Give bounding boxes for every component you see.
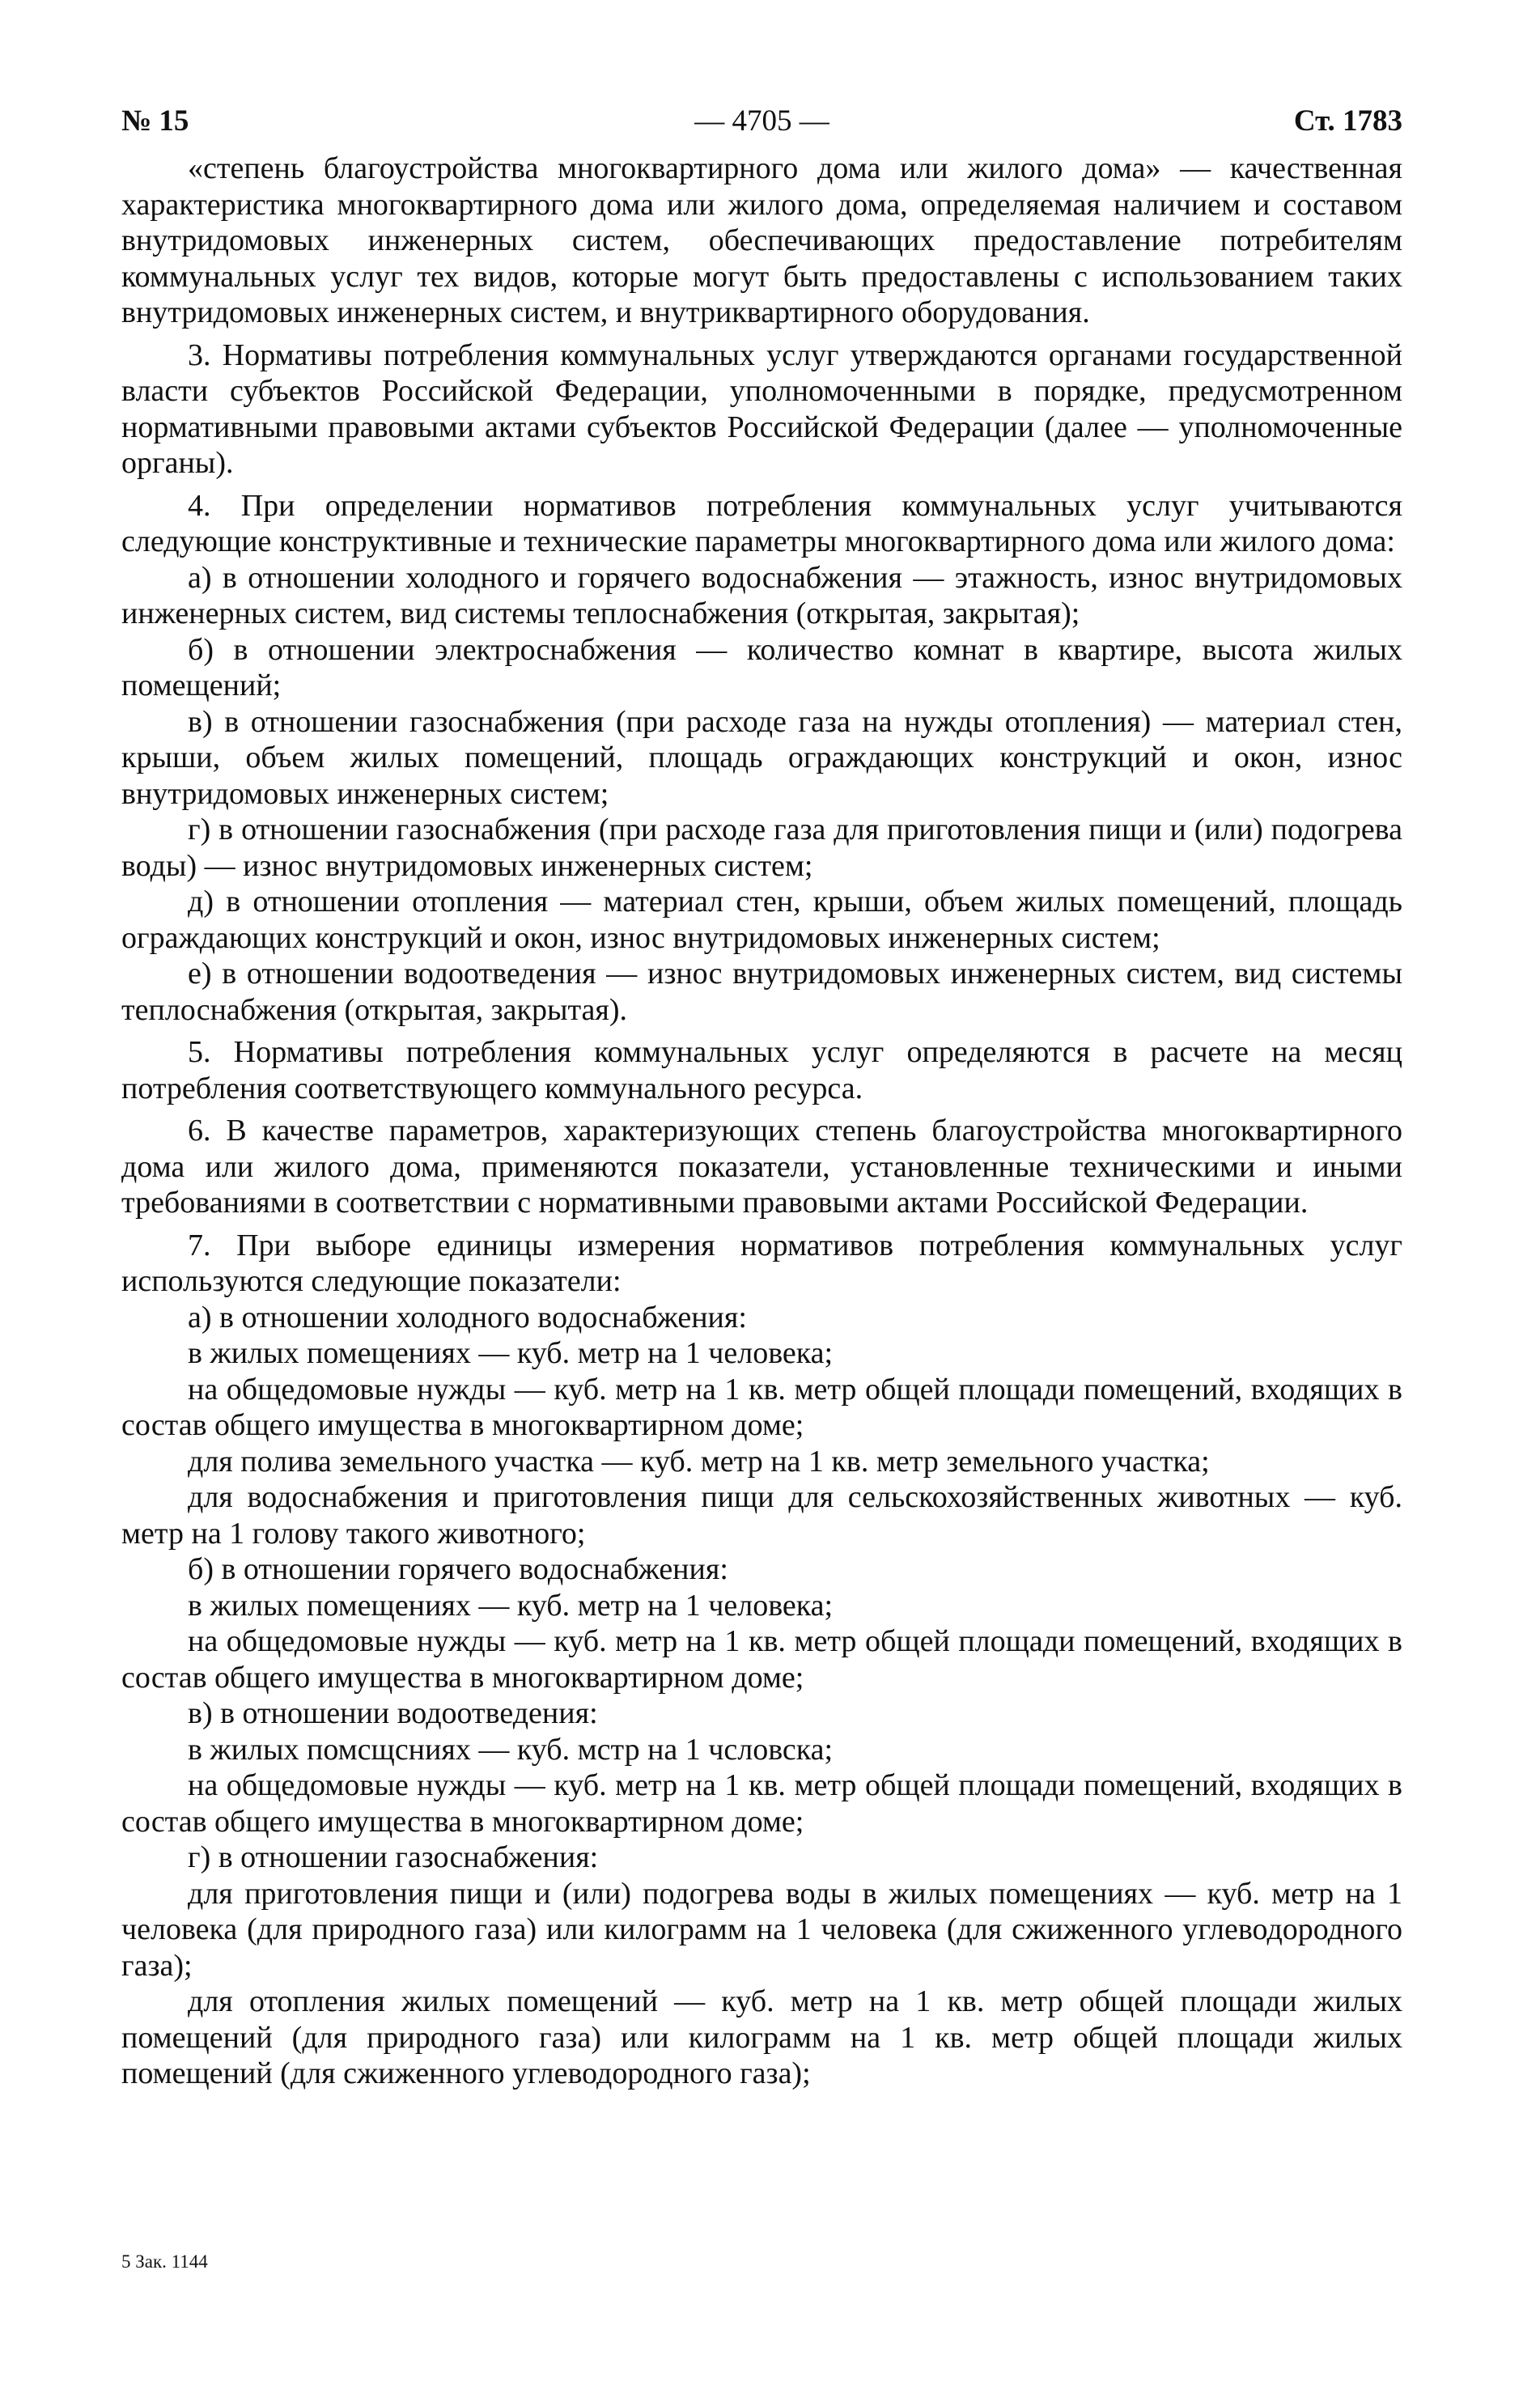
document-page	[121, 95, 1402, 2092]
paragraph: е) в отношении водоотведения — износ внутридомовых инженерных систем, вид системы теплоснабжения (открытая, закрытая).	[121, 957, 1402, 1027]
paragraph: для полива земельного участка — куб. метр на 1 кв. метр земельного участка;	[188, 1444, 1210, 1479]
paragraph: б) в отношении электроснабжения — количество комнат в квартире, высота жилых помещений;	[121, 632, 1402, 702]
paragraph: 4. При определении нормативов потребления коммунальных услуг учитываются следующие конструктивные и технические параметры многоквартирного дома или жилого дома:	[121, 488, 1402, 558]
paragraph: на общедомовые нужды — куб. метр на 1 кв. метр общей площади помещений, входящих в состав общего имущества в многоквартирном доме;	[121, 1768, 1402, 1839]
paragraph: б) в отношении горячего водоснабжения:	[188, 1552, 728, 1586]
paragraph: для отопления жилых помещений — куб. метр на 1 кв. метр общей площади жилых помещений (для природного газа) или килограмм на 1 кв. метр общей площади жилых помещений (для сжиженного углеводородного газа);	[121, 1984, 1402, 2090]
paragraph: д) в отношении отопления — материал стен, крыши, объем жилых помещений, площадь ограждающих конструкций и окон, износ внутридомовых инженерных систем;	[121, 885, 1402, 955]
page-header	[121, 95, 1402, 147]
page-number: — 4705 —	[694, 104, 829, 138]
paragraph: 3. Нормативы потребления коммунальных услуг утверждаются органами государственной власти субъектов Российской Федерации, уполномоченными в порядке, предусмотренном нормативными правовыми актами субъектов Российской Федерации (далее — уполномоченные органы).	[121, 337, 1402, 480]
paragraph: 5. Нормативы потребления коммунальных услуг определяются в расчете на месяц потребления соответствующего коммунального ресурса.	[121, 1035, 1402, 1105]
paragraph: на общедомовые нужды — куб. метр на 1 кв. метр общей площади помещений, входящих в состав общего имущества в многоквартирном доме;	[121, 1372, 1402, 1442]
article-number: Ст. 1783	[1293, 104, 1402, 138]
document-body	[121, 151, 1402, 2092]
paragraph: в жилых помещениях — куб. метр на 1 человека;	[188, 1336, 834, 1370]
paragraph: для водоснабжения и приготовления пищи для сельскохозяйственных животных — куб. метр на 1 голову такого животного;	[121, 1480, 1402, 1551]
print-order-note: 5 Зак. 1144	[121, 2251, 208, 2272]
paragraph: 7. При выборе единицы измерения нормативов потребления коммунальных услуг используются следующие показатели:	[121, 1228, 1402, 1298]
paragraph: а) в отношении холодного водоснабжения:	[188, 1300, 747, 1335]
paragraph: для приготовления пищи и (или) подогрева воды в жилых помещениях — куб. метр на 1 человека (для природного газа) или килограмм на 1 человека (для сжиженного углеводородного газа);	[121, 1876, 1402, 1983]
paragraph: в жилых помсщсниях — куб. мстр на 1 чсловска;	[188, 1732, 834, 1767]
paragraph: «степень благоустройства многоквартирного дома или жилого дома» — качественная характеристика многоквартирного дома или жилого дома, определяемая наличием и составом внутридомовых инженерных систем, обеспечивающих предоставление потребителям коммунальных услуг тех видов, которые могут быть предоставлены с использованием таких внутридомовых инженерных систем, и внутриквартирного оборудования.	[121, 151, 1402, 329]
paragraph: 6. В качестве параметров, характеризующих степень благоустройства многоквартирного дома или жилого дома, применяются показатели, установленные техническими и иными требованиями в соответствии с нормативными правовыми актами Российской Федерации.	[121, 1114, 1402, 1220]
paragraph: в) в отношении водоотведения:	[188, 1696, 598, 1730]
paragraph: а) в отношении холодного и горячего водоснабжения — этажность, износ внутридомовых инженерных систем, вид системы теплоснабжения (открытая, закрытая);	[121, 560, 1402, 630]
issue-number: № 15	[121, 104, 189, 138]
paragraph: на общедомовые нужды — куб. метр на 1 кв. метр общей площади помещений, входящих в состав общего имущества в многоквартирном доме;	[121, 1624, 1402, 1695]
paragraph: в) в отношении газоснабжения (при расходе газа на нужды отопления) — материал стен, крыши, объем жилых помещений, площадь ограждающих конструкций и окон, износ внутридомовых инженерных систем;	[121, 704, 1402, 811]
paragraph: г) в отношении газоснабжения (при расходе газа для приготовления пищи и (или) подогрева воды) — износ внутридомовых инженерных систем;	[121, 813, 1402, 883]
paragraph: г) в отношении газоснабжения:	[188, 1840, 599, 1874]
paragraph: в жилых помещениях — куб. метр на 1 человека;	[188, 1588, 834, 1623]
